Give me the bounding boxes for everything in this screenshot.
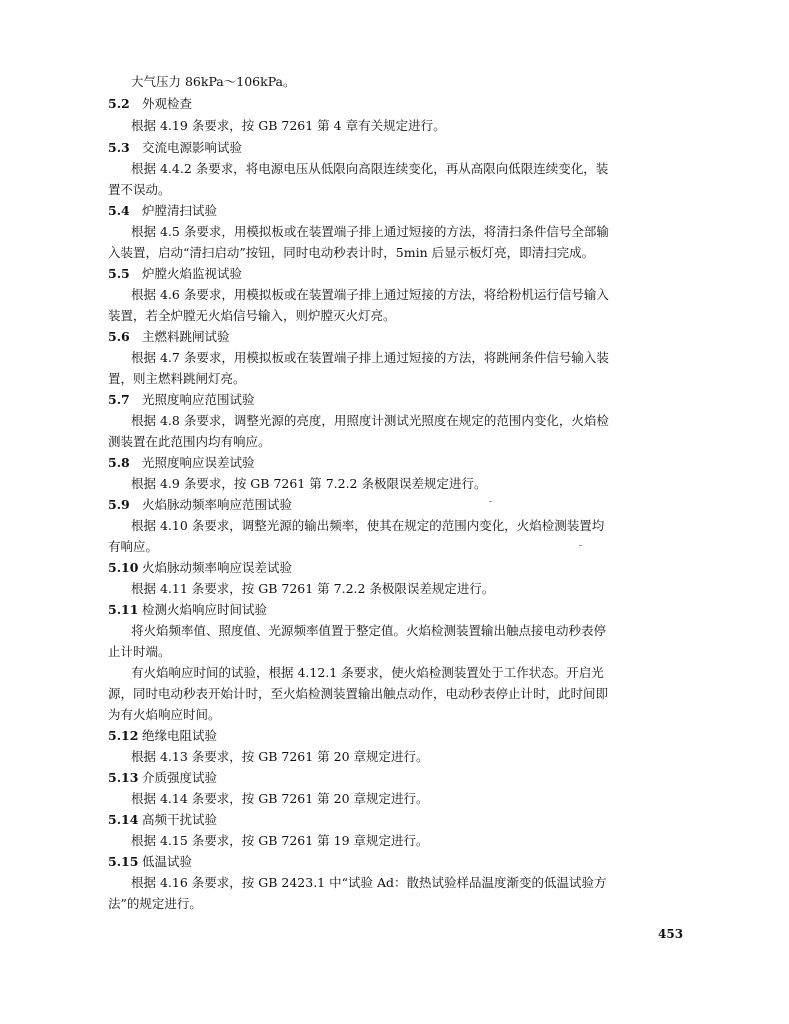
- section-heading: [108, 497, 292, 513]
- body-line: 根据 4.9 条要求，按 GB 7261 第 7.2.2 条极限误差规定进行。: [131, 476, 487, 491]
- section-title: 火焰脉动频率响应误差试验: [142, 560, 293, 575]
- scan-speck: [489, 501, 492, 502]
- body-line: 测装置在此范围内均有响应。: [108, 434, 271, 449]
- section-heading: [108, 812, 217, 828]
- section-number: 5.11: [108, 602, 139, 617]
- section-number: 5.10: [108, 560, 139, 575]
- body-line: 装置，若全炉膛无火焰信号输入，则炉膛灭火灯亮。: [108, 308, 396, 323]
- section-heading: [108, 266, 242, 282]
- section-number: 5.12: [108, 728, 139, 743]
- body-line: 有火焰响应时间的试验，根据 4.12.1 条要求，使火焰检测装置处于工作状态。开启光: [131, 665, 604, 680]
- section-heading: [108, 392, 255, 408]
- body-line: 根据 4.14 条要求，按 GB 7261 第 20 章规定进行。: [131, 791, 429, 806]
- section-title: 炉膛火焰监视试验: [142, 266, 243, 281]
- body-line: 止计时端。: [108, 644, 171, 659]
- body-line: 根据 4.7 条要求，用模拟板或在装置端子排上通过短接的方法，将跳闸条件信号输入装: [131, 350, 609, 365]
- section-heading: [108, 455, 255, 471]
- section-title: 介质强度试验: [142, 770, 218, 785]
- section-number: 5.7: [108, 392, 130, 407]
- page-number: 453: [658, 927, 684, 941]
- body-line: 根据 4.16 条要求，按 GB 2423.1 中“试验 Ad：散热试验样品温度渐变的低温试验方: [131, 875, 607, 890]
- section-title: 交流电源影响试验: [142, 140, 243, 155]
- section-heading: [108, 203, 217, 219]
- section-title: 炉膛清扫试验: [142, 203, 218, 218]
- section-title: 检测火焰响应时间试验: [142, 602, 268, 617]
- section-heading: [108, 770, 217, 786]
- section-heading: [108, 96, 192, 112]
- section-number: 5.15: [108, 854, 139, 869]
- section-number: 5.13: [108, 770, 139, 785]
- body-line: 根据 4.6 条要求，用模拟板或在装置端子排上通过短接的方法，将给粉机运行信号输入: [131, 287, 609, 302]
- section-number: 5.8: [108, 455, 130, 470]
- section-title: 高频干扰试验: [142, 812, 218, 827]
- section-title: 光照度响应范围试验: [142, 392, 255, 407]
- section-title: 绝缘电阻试验: [142, 728, 218, 743]
- body-line: 根据 4.10 条要求，调整光源的输出频率，使其在规定的范围内变化，火焰检测装置均: [131, 518, 605, 533]
- body-line: 为有火焰响应时间。: [108, 707, 221, 722]
- body-line: 根据 4.15 条要求，按 GB 7261 第 19 章规定进行。: [131, 833, 429, 848]
- section-number: 5.14: [108, 812, 139, 827]
- body-line: 有响应。: [108, 539, 159, 554]
- body-line: 根据 4.19 条要求，按 GB 7261 第 4 章有关规定进行。: [131, 118, 446, 133]
- section-title: 火焰脉动频率响应范围试验: [142, 497, 293, 512]
- body-line: 根据 4.8 条要求，调整光源的亮度，用照度计测试光照度在规定的范围内变化，火焰检: [131, 413, 609, 428]
- body-line: 入装置，启动“清扫启动”按钮，同时电动秒表计时，5min 后显示板灯亮，即清扫完成。: [108, 245, 595, 260]
- section-title: 光照度响应误差试验: [142, 455, 255, 470]
- body-line: 根据 4.4.2 条要求，将电源电压从低限向高限连续变化，再从高限向低限连续变化，装: [131, 161, 609, 176]
- section-number: 5.4: [108, 203, 130, 218]
- section-title: 外观检查: [142, 96, 193, 111]
- section-number: 5.2: [108, 96, 130, 111]
- section-number: 5.5: [108, 266, 130, 281]
- section-heading: [108, 140, 242, 156]
- section-number: 5.6: [108, 329, 130, 344]
- body-line: 根据 4.5 条要求，用模拟板或在装置端子排上通过短接的方法，将清扫条件信号全部输: [131, 224, 609, 239]
- section-heading: [108, 560, 292, 576]
- body-line: 将火焰频率值、照度值、光源频率值置于整定值。火焰检测装置输出触点接电动秒表停: [131, 623, 607, 638]
- intro-line: 大气压力 86kPa～106kPa。: [131, 74, 296, 89]
- section-heading: [108, 602, 267, 618]
- section-title: 低温试验: [142, 854, 193, 869]
- body-line: 置，则主燃料跳闸灯亮。: [108, 371, 246, 386]
- body-line: 法”的规定进行。: [108, 896, 202, 911]
- body-line: 根据 4.11 条要求，按 GB 7261 第 7.2.2 条极限误差规定进行。: [131, 581, 495, 596]
- section-heading: [108, 854, 192, 870]
- section-heading: [108, 728, 217, 744]
- scan-speck: [579, 545, 582, 546]
- body-line: 置不误动。: [108, 182, 171, 197]
- section-number: 5.3: [108, 140, 130, 155]
- section-heading: [108, 329, 230, 345]
- body-line: 源，同时电动秒表开始计时，至火焰检测装置输出触点动作，电动秒表停止计时，此时间即: [108, 686, 609, 701]
- section-title: 主燃料跳闸试验: [142, 329, 230, 344]
- body-line: 根据 4.13 条要求，按 GB 7261 第 20 章规定进行。: [131, 749, 429, 764]
- section-number: 5.9: [108, 497, 130, 512]
